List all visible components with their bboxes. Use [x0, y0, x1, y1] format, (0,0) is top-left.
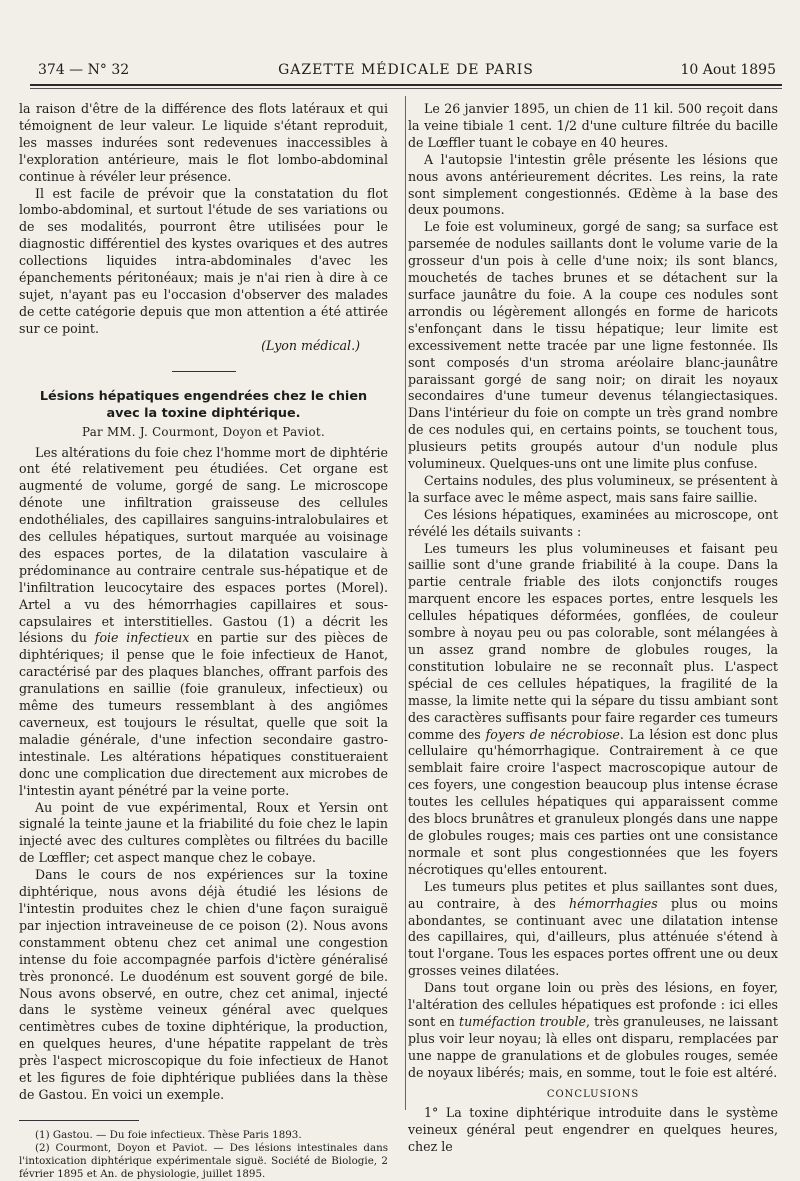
paragraph: A l'autopsie l'intestin grêle présente les lésions que nous avons antérieurement décrites. Les reins, la rate sont simplement congestionnés. Œdème à la base des deux poumons.	[408, 151, 778, 218]
page-header	[30, 60, 782, 82]
paragraph: Les altérations du foie chez l'homme mort de diphtérie ont été relativement peu étudiées. Cet organe est augmenté de volume, gorgé de sang. Le microscope dénote une infiltration graisseuse des cellules endothéliales, des capillaires sanguins-intralobulaires et des cellules hépatiques, surtout marquée au voisinage des espaces portes, de la dilatation vasculaire à prédominance au contraire centrale sus-hépatique et de l'infiltration leucocytaire des espaces portes (Morel). Artel a vu des hémorrhagies capillaires et sous-capsulaires et interstitielles. Gastou (1) a décrit les lésions du foie infectieux en partie sur des pièces de diphtériques; il pense que le foie infectieux de Hanot, caractérisé par des plaques blanches, offrant parfois des granulations en saillie (foie granuleux, infectieux) ou même des tumeurs ressemblant à des angiômes caverneux, est toujours le résultat, quelle que soit la maladie générale, d'une infection secondaire gastro-intestinale. Les altérations hépatiques constitueraient donc une complication due directement aux microbes de l'intestin ayant pénétré par la veine porte.	[19, 444, 389, 798]
article-title	[19, 388, 388, 422]
paragraph: la raison d'être de la différence des flots latéraux et qui témoignent de leur valeur. Le liquide s'étant reproduit, les masses indurées sont redevenues inaccessibles à l'exploration antérieure, mais le flot lombo-abdominal continue à révéler leur présence.	[19, 101, 388, 184]
paragraph: Les tumeurs les plus volumineuses et faisant peu saillie sont d'une grande friabilité à la coupe. Dans la partie centrale friable des ilots conjonctifs rouges marquent encore les espaces portes, entre lesquels les cellules hépatiques déformées, gonflées, de couleur sombre à noyau peu ou pas colorable, sont mélangées à un assez grand nombre de globules rouges, la constitution lobulaire ne se reconnaît plus. L'aspect spécial de ces cellules hépatiques, la fragilité de la masse, la limite nette qui la sépare du tissu ambiant sont des caractères suffisants pour faire regarder ces tumeurs comme des foyers de nécrobiose. La lésion est donc plus cellulaire qu'hémorrhagique. Contrairement à ce que semblait faire croire l'aspect macroscopique autour de ces foyers, une congestion beaucoup plus intense écrase toutes les cellules hépatiques qui apparaissent comme des blocs brunâtres et granuleux plongés dans une nappe de globules rouges; mais ces parties ont une consistance normale et sont plus congestionnées que les foyers nécrotiques qu'elles entourent.	[408, 540, 778, 877]
emphasis: foyers de nécrobiose	[485, 726, 620, 742]
footnote: (1) Gastou. — Du foie infectieux. Thèse Paris 1893.	[35, 1128, 302, 1141]
paragraph: Le foie est volumineux, gorgé de sang; sa surface est parsemée de nodules saillants dont le volume varie de la grosseur d'un pois à celle d'une noix; ils sont blancs, mouchetés de taches brunes et se détachent sur la surface jaunâtre du foie. A la coupe ces nodules sont arrondis ou légèrement allongés en forme de haricots s'enfonçant dans le tissu hépatique; leur limite est excessivement nette tracée par une ligne festonnée. Ils sont composés d'un stroma aréolaire blanc-jaunâtre paraissant gorgé de sang noir; on dirait les noyaux secondaires d'une tumeur devenus télangiectasiques. Dans l'intérieur du foie on compte un très grand nombre de ces nodules qui, en certains points, se touchent tous, plusieurs petits groupés autour d'un nodule plus volumineux. Quelques-uns ont une limite plus confuse.	[408, 219, 778, 472]
conclusions-heading: CONCLUSIONS	[546, 1088, 640, 1100]
left-column	[19, 101, 388, 1181]
emphasis: foie infectieux	[94, 630, 190, 646]
paragraph: Ces lésions hépatiques, examinées au microscope, ont révélé les détails suivants :	[408, 506, 778, 539]
journal-title: GAZETTE MÉDICALE DE PARIS	[278, 62, 534, 78]
paragraph: Au point de vue expérimental, Roux et Yersin ont signalé la teinte jaune et la friabilité du foie chez le lapin injecté avec des cultures complètes ou filtrées du bacille de Lœffler; cet aspect manque chez le cobaye.	[19, 799, 388, 866]
paragraph: Le 26 janvier 1895, un chien de 11 kil. 500 reçoit dans la veine tibiale 1 cent. 1/2 d'une culture filtrée du bacille de Lœffler tuant le cobaye en 40 heures.	[408, 101, 778, 150]
paragraph: Il est facile de prévoir que la constatation du flot lombo-abdominal, et surtout l'étude de ses variations ou de ses modalités, pourront être utilisées pour le diagnostic différentiel des kystes ovariques et des autres collections liquides intra-abdominales d'avec les épanchements péritonéaux; mais je n'ai rien à dire à ce sujet, n'ayant pas eu l'occasion d'observer des malades de cette catégorie depuis que mon attention a été attirée sur ce point.	[19, 185, 388, 336]
paragraph: Certains nodules, des plus volumineux, se présentent à la surface avec le même aspect, mais sans faire saillie.	[408, 472, 778, 505]
right-column	[408, 101, 778, 1156]
header-rule-thin	[30, 88, 782, 89]
article-byline: Par MM. J. Courmont, Doyon et Paviot.	[81, 424, 325, 439]
footnote: (2) Courmont, Doyon et Paviot. — Des lésions intestinales dans l'intoxication diphtérique expérimentale siguë. Société de Biologie, 2 février 1895 et An. de physiologie, juillet 1895.	[19, 1141, 388, 1180]
paragraph: Dans tout organe loin ou près des lésions, en foyer, l'altération des cellules hépatiques est profonde : ici elles sont en tuméfaction trouble, très granuleuses, ne laissant plus voir leur noyau; là elles ont disparu, remplacées par une nappe de granulations et de globules rouges, semée de noyaux libérés; mais, en somme, tout le foie est altéré.	[408, 980, 778, 1080]
header-rule	[30, 84, 782, 86]
article-title-line: avec la toxine diphtérique.	[106, 405, 301, 421]
issue-date: 10 Aout 1895	[680, 62, 776, 78]
article-separator	[172, 371, 236, 372]
paragraph: Dans le cours de nos expériences sur la toxine diphtérique, nous avons déjà étudié les lésions de l'intestin produites chez le chien d'une façon suraiguë par injection intraveineuse de ce poison (2). Nous avons constamment obtenu chez cet animal une congestion intense du foie accompagnée parfois d'ictère généralisé très prononcé. Le duodénum est souvent gorgé de bile. Nous avons observé, en outre, chez cet animal, injecté dans le système veineux général avec quelques centimètres cubes de toxine diphtérique, la production, en quelques heures, d'une hépatite rappelant de très près l'aspect microscopique du foie infectieux de Hanot et les figures de foie diphtérique publiées dans la thèse de Gastou. En voici un exemple.	[19, 867, 388, 1102]
page-number: 374 — N° 32	[38, 62, 130, 78]
paragraph: Les tumeurs plus petites et plus saillantes sont dues, au contraire, à des hémorrhagies plus ou moins abondantes, se continuant avec une dilatation intense des capillaires, qui, d'ailleurs, plus atténuée s'étend à tout l'organe. Tous les espaces portes offrent une ou deux grosses veines dilatées.	[408, 878, 778, 979]
emphasis: hémorrhagies	[568, 895, 658, 911]
emphasis: tuméfaction trouble	[459, 1013, 587, 1029]
paragraph: 1° La toxine diphtérique introduite dans le système veineux général peut engendrer en quelques heures, chez le	[408, 1105, 778, 1155]
footnote-rule	[19, 1120, 139, 1121]
source-citation: (Lyon médical.)	[261, 337, 360, 353]
article-title-line: Lésions hépatiques engendrées chez le chien	[39, 388, 368, 404]
column-divider	[405, 96, 406, 1110]
